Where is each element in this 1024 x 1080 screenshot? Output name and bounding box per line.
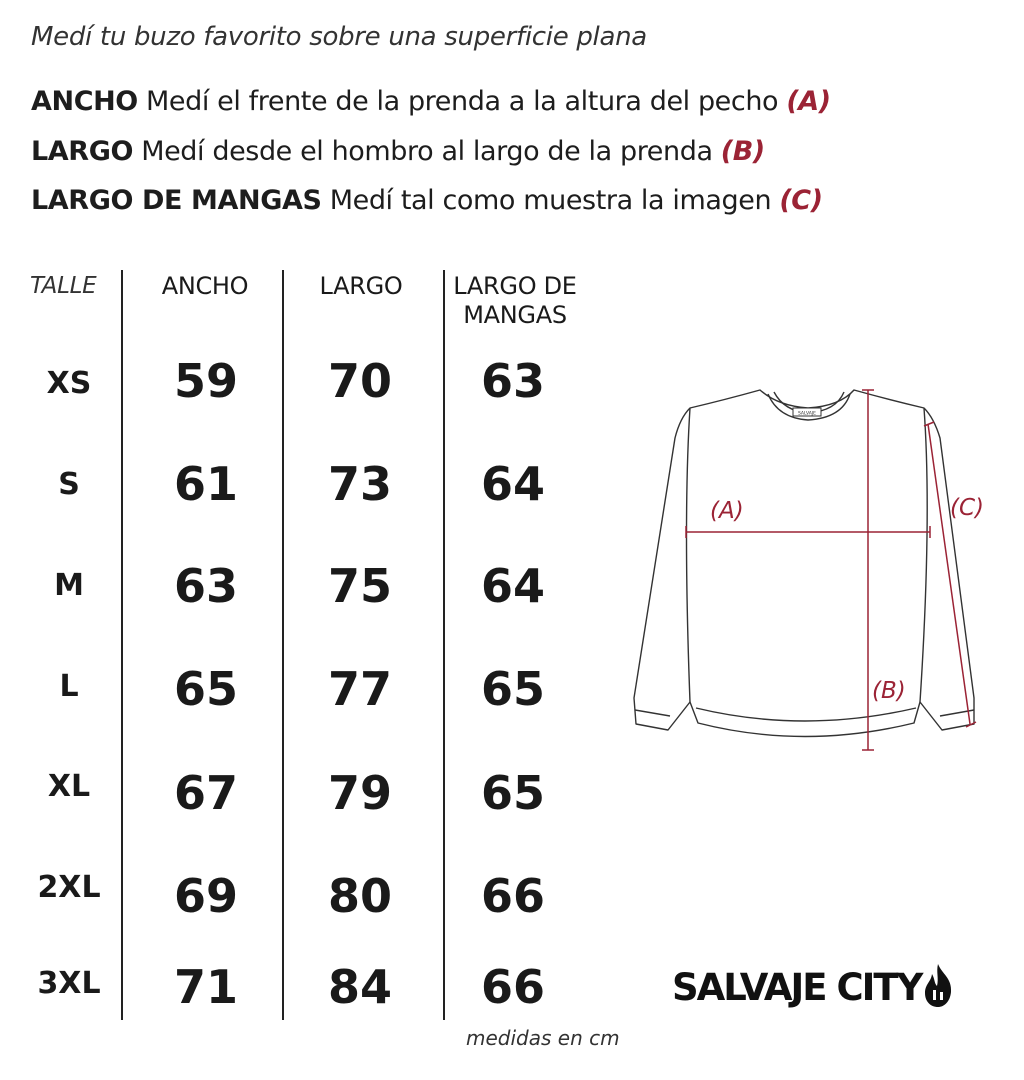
instruction-ref: (A) <box>786 86 831 117</box>
instruction-text: Medí el frente de la prenda a la altura del pecho <box>137 86 787 117</box>
largo-value: 79 <box>327 766 392 820</box>
header-largo-mangas <box>445 272 585 330</box>
brand-logo: SALVAJE CITY <box>672 966 922 1009</box>
ancho-value: 69 <box>173 869 238 923</box>
largo-value: 77 <box>327 662 392 716</box>
column-divider <box>121 270 123 1020</box>
mangas-value: 63 <box>480 354 545 408</box>
mangas-value: 65 <box>480 766 545 820</box>
instruction-largo-mangas <box>31 185 823 216</box>
instruction-text: Medí desde el hombro al largo de la prenda <box>133 136 721 167</box>
ancho-value: 61 <box>173 457 238 511</box>
ancho-value: 65 <box>173 662 238 716</box>
units-note: medidas en cm <box>466 1026 620 1050</box>
instruction-ancho <box>31 86 831 117</box>
largo-value: 84 <box>327 960 392 1014</box>
sweatshirt-diagram <box>628 378 1000 758</box>
size-label: M <box>54 568 84 603</box>
ancho-value: 63 <box>173 559 238 613</box>
header-largo: LARGO <box>319 272 403 300</box>
intro-text: Medí tu buzo favorito sobre una superficie plana <box>31 22 647 52</box>
instruction-largo <box>31 136 765 167</box>
mangas-value: 64 <box>480 559 545 613</box>
ancho-value: 71 <box>173 960 238 1014</box>
size-label: XS <box>46 366 92 401</box>
label-tag-text: SALVAJE <box>797 411 817 417</box>
size-label: S <box>58 467 80 502</box>
instruction-term: LARGO <box>31 136 134 167</box>
instruction-term: ANCHO <box>31 86 138 117</box>
ancho-value: 67 <box>173 766 238 820</box>
size-label: L <box>59 669 79 704</box>
instruction-text: Medí tal como muestra la imagen <box>321 185 780 216</box>
header-talle: TALLE <box>30 273 97 299</box>
instruction-ref: (B) <box>720 136 765 167</box>
mangas-value: 66 <box>480 960 545 1014</box>
label-a: (A) <box>710 498 744 524</box>
largo-value: 75 <box>327 559 392 613</box>
header-line-1: LARGO DE <box>453 272 577 300</box>
instruction-ref: (C) <box>779 185 823 216</box>
header-line-2: MANGAS <box>463 301 567 329</box>
ancho-value: 59 <box>173 354 238 408</box>
mangas-value: 66 <box>480 869 545 923</box>
label-b: (B) <box>872 678 906 704</box>
largo-value: 70 <box>327 354 392 408</box>
flame-icon <box>922 962 954 1008</box>
header-ancho: ANCHO <box>161 272 249 300</box>
mangas-value: 64 <box>480 457 545 511</box>
column-divider <box>282 270 284 1020</box>
largo-value: 73 <box>327 457 392 511</box>
size-label: XL <box>47 769 91 804</box>
size-label: 3XL <box>37 966 101 1001</box>
instruction-term: LARGO DE MANGAS <box>31 185 322 216</box>
mangas-value: 65 <box>480 662 545 716</box>
largo-value: 80 <box>327 869 392 923</box>
label-c: (C) <box>950 495 985 521</box>
size-label: 2XL <box>37 870 101 905</box>
